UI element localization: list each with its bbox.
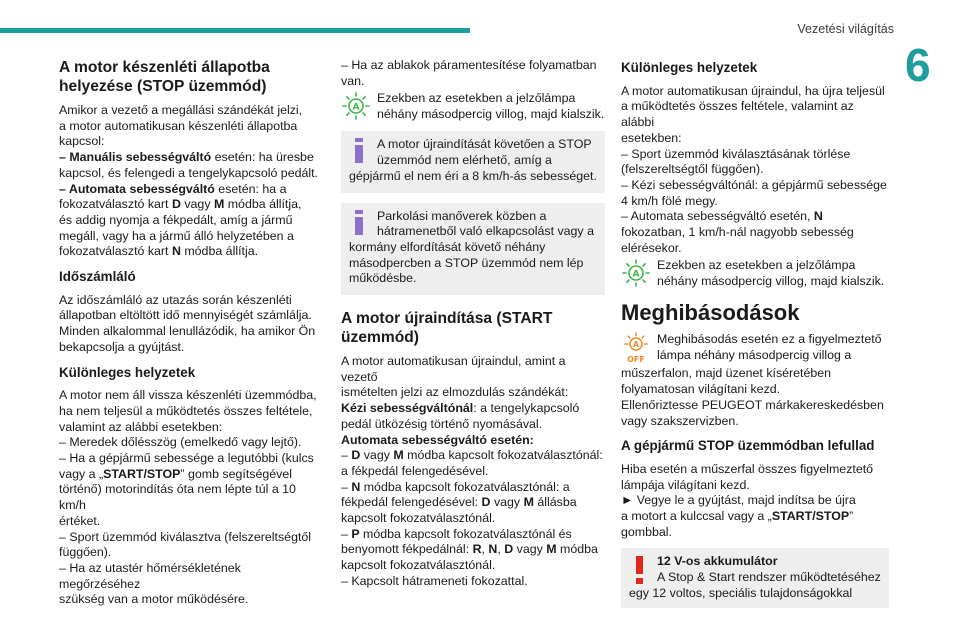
text-line: – Ha az ablakok páramentesítése folyamatban xyxy=(341,58,597,72)
text-line: Parkolási manőverek közben a xyxy=(377,208,547,223)
heading-line: üzemmód) xyxy=(341,329,419,347)
heading-stop-mode xyxy=(59,58,325,96)
text-line: valamint az alábbi esetekben: xyxy=(59,419,223,434)
text-line: lámpája világítani kezd. xyxy=(621,477,750,492)
text-line: – Ha a gépjármű sebessége a legutóbbi (kulcs xyxy=(59,451,314,466)
paragraph-start-mode xyxy=(341,354,605,590)
text-line xyxy=(621,209,889,225)
text-line xyxy=(59,197,325,213)
text-run: , xyxy=(497,542,505,557)
exclamation-icon xyxy=(633,556,647,584)
text-run: : a tengelykapcsoló xyxy=(473,401,580,416)
gear-letter: M xyxy=(393,448,404,463)
lamp-note xyxy=(621,258,889,290)
text-line: Ezekben az esetekben a jelzőlámpa xyxy=(377,91,576,106)
text-run: módba xyxy=(556,542,598,557)
gear-letter: D xyxy=(171,197,181,212)
text-line: másodpercben a STOP üzemmód nem lép xyxy=(349,255,584,270)
text-line: megáll, vagy ha a jármű álló helyzetében a xyxy=(59,228,294,243)
info-icon xyxy=(353,210,367,236)
text-run: vagy xyxy=(360,448,394,463)
text-line: néhány másodpercig villog, majd kialszik. xyxy=(377,107,605,122)
text-line: Hiba esetén a műszerfal összes figyelmeztető xyxy=(621,461,874,476)
text-run: , xyxy=(481,542,489,557)
column-middle xyxy=(341,58,605,596)
text-run: állásba xyxy=(533,495,577,510)
text-line: A motor automatikusan újraindul, ha újra teljesül xyxy=(621,83,885,98)
text-line: 4 km/h fölé megy. xyxy=(621,193,718,208)
gear-letter: N xyxy=(813,209,823,224)
gear-letter: M xyxy=(213,197,225,212)
heading-special-cases-restart: Különleges helyzetek xyxy=(621,60,758,75)
text-run: módba állítja. xyxy=(180,244,259,259)
heading-special-cases: Különleges helyzetek xyxy=(59,364,196,380)
text-line: üzemmód nem elérhető, amíg a xyxy=(377,153,552,168)
column-right xyxy=(621,58,889,618)
chapter-number: 6 xyxy=(905,39,931,91)
text-line: Meghibásodás esetén ez a figyelmeztető xyxy=(657,332,882,347)
text-line: esetekben: xyxy=(621,130,682,145)
gear-letter: D xyxy=(351,448,361,463)
text-run: benyomott fékpedálnál: xyxy=(341,542,473,557)
paragraph-faults xyxy=(621,366,889,429)
text-run: vagy xyxy=(490,495,524,510)
text-line xyxy=(341,542,605,558)
text-run: – xyxy=(341,526,352,541)
text-line xyxy=(59,467,325,483)
gear-letter: N xyxy=(351,479,361,494)
warning-note-battery xyxy=(621,548,889,607)
gear-letter: N xyxy=(488,542,498,557)
heading-line: helyezése (STOP üzemmód) xyxy=(59,78,267,95)
heading-faults: Meghibásodások xyxy=(621,300,800,326)
text-line: A Stop & Start rendszer működtetéséhez xyxy=(657,570,881,585)
text-run: módba kapcsolt fokozatválasztónál és xyxy=(359,526,572,541)
text-line: – Sport üzemmód kiválasztásának törlése xyxy=(621,146,851,161)
text-run: módba kapcsolt fokozatválasztónál: xyxy=(403,448,603,463)
text-line: Minden alkalommal lenullázódik, ha amikor Ön xyxy=(59,324,316,339)
info-note-parking xyxy=(341,203,605,296)
icon-label: OFF xyxy=(627,355,645,365)
lamp-note xyxy=(341,91,605,123)
svg-text:A: A xyxy=(352,102,360,113)
text-line: a működtetés összes feltétele, valamint az alábbi xyxy=(621,99,854,130)
text-line: a fékpedál felengedésével. xyxy=(341,463,489,478)
heading-start-mode xyxy=(341,309,605,347)
info-icon xyxy=(353,138,367,164)
text-run: ” xyxy=(849,509,854,524)
fault-note xyxy=(621,332,889,366)
text-run: – xyxy=(341,479,352,494)
text-run: vagy xyxy=(180,197,214,212)
text-line: (felszereltségtől függően). xyxy=(621,162,764,177)
text-run: fékpedál felengedésével: xyxy=(341,495,482,510)
text-line: és addig nyomja a fékpedált, amíg a jármű xyxy=(59,212,293,227)
text-line xyxy=(59,182,325,198)
bold-term: Kézi sebességváltónál xyxy=(341,401,474,416)
text-run: vagy a „ xyxy=(59,466,104,481)
text-run: esetén: ha a xyxy=(214,181,287,196)
gear-letter: D xyxy=(504,542,514,557)
text-line: kapcsolt fokozatválasztónál. xyxy=(341,558,496,573)
section-title: Vezetési világítás xyxy=(797,22,894,36)
heading-line: A motor készenléti állapotba xyxy=(59,59,270,76)
text-line: folyamatosan világítani kezd. xyxy=(621,382,781,397)
text-run: a motort a kulccsal vagy a „ xyxy=(621,509,772,524)
text-run: esetén: ha üresbe xyxy=(211,150,314,165)
text-line: történő) motorindítás óta nem lépte túl a 10 km/h xyxy=(59,482,296,513)
text-line: működésbe. xyxy=(349,271,417,286)
svg-text:A: A xyxy=(632,269,640,280)
text-line xyxy=(341,448,605,464)
button-name: START/STOP xyxy=(771,509,850,524)
text-line xyxy=(59,244,325,260)
text-line: Ezekben az esetekben a jelzőlámpa xyxy=(657,258,856,273)
gear-letter: N xyxy=(171,244,181,259)
gear-letter: R xyxy=(472,542,482,557)
text-line: a motor automatikusan készenléti állapotba xyxy=(59,118,298,133)
paragraph-stop-intro xyxy=(59,103,325,260)
text-line: A motor automatikusan újraindul, amint a vezető xyxy=(341,354,566,384)
info-note-restart xyxy=(341,131,605,192)
paragraph-timer xyxy=(59,293,325,356)
text-line: pedál ütközésig történő nyomásával. xyxy=(341,416,543,431)
text-line: A motor újraindítását követően a STOP xyxy=(377,137,592,152)
gear-letter: P xyxy=(351,526,360,541)
text-line: ► Vegye le a gyújtást, majd indítsa be újra xyxy=(621,493,856,508)
text-line: kapcsolt fokozatválasztónál. xyxy=(341,511,496,526)
text-line: bekapcsolja a gyújtást. xyxy=(59,339,185,354)
text-line: értéket. xyxy=(59,513,101,528)
text-line: kapcsol, és felengedi a tengelykapcsoló pedált. xyxy=(59,165,318,180)
text-line: – Sport üzemmód kiválasztva (felszereltségtől xyxy=(59,529,312,544)
text-line: műszerfalon, majd üzenet kíséretében xyxy=(621,366,832,381)
stop-start-lamp-icon xyxy=(341,91,371,121)
text-line: szükség van a motor működésére. xyxy=(59,592,249,607)
text-line xyxy=(341,495,605,511)
stop-start-off-warning-icon xyxy=(621,332,651,364)
gear-letter: D xyxy=(481,495,491,510)
text-line: van. xyxy=(341,73,365,88)
text-line: függően). xyxy=(59,545,112,560)
text-run: fokozatválasztó kart xyxy=(59,197,172,212)
text-line: Ellenőriztesse PEUGEOT márkakereskedésben xyxy=(621,397,884,412)
text-line: egy 12 voltos, speciális tulajdonságokkal xyxy=(629,585,853,600)
warning-title: 12 V-os akkumulátor xyxy=(657,554,778,569)
heading-timer: Időszámláló xyxy=(59,269,136,285)
text-line: – Kapcsolt hátrameneti fokozattal. xyxy=(341,573,528,588)
paragraph-defog xyxy=(341,58,605,89)
text-run: fokozatválasztó kart xyxy=(59,244,172,259)
text-line: állapotban eltöltött idő mennyiségét számlálja. xyxy=(59,308,312,323)
text-line: Az időszámláló az utazás során készenléti xyxy=(59,292,292,307)
gear-letter: M xyxy=(523,495,534,510)
paragraph-restart-cases xyxy=(621,84,889,257)
text-line: – Meredek dőlésszög (emelkedő vagy lejtő). xyxy=(59,435,302,450)
text-line: vagy szakszervizben. xyxy=(621,413,739,428)
text-line: lámpa néhány másodpercig villog a xyxy=(657,348,852,363)
text-line xyxy=(59,150,325,166)
text-line: néhány másodpercig villog, majd kialszik. xyxy=(657,274,885,289)
text-line: – Ha az utastér hőmérsékletének megőrzéséhez xyxy=(59,560,241,591)
text-run: vagy xyxy=(513,542,547,557)
text-line xyxy=(341,527,605,543)
text-line: – Kézi sebességváltónál: a gépjármű sebessége xyxy=(621,177,887,192)
text-line: gombbal. xyxy=(621,524,672,539)
header-accent-bar xyxy=(0,28,470,33)
paragraph-stall xyxy=(621,462,889,541)
column-left xyxy=(59,58,325,614)
text-line: kapcsol: xyxy=(59,134,105,149)
button-name: START/STOP xyxy=(103,466,181,481)
bold-term: – Manuális sebességváltó xyxy=(59,150,212,165)
text-run: ” gomb segítségével xyxy=(180,466,292,481)
text-run: – xyxy=(341,448,352,463)
text-line: Automata sebességváltó esetén: xyxy=(341,432,534,447)
text-run: – Automata sebességváltó esetén, xyxy=(621,209,814,224)
text-run: módba állítja, xyxy=(224,197,302,212)
text-line: elérésekor. xyxy=(621,240,682,255)
text-line xyxy=(341,480,605,496)
text-line: hátramenetből való elkapcsolást vagy a xyxy=(377,224,594,239)
stop-start-lamp-icon xyxy=(621,258,651,288)
heading-line: A motor újraindítása (START xyxy=(341,310,553,328)
paragraph-special-cases xyxy=(59,388,325,608)
text-line: fokozatban, 1 km/h-nál nagyobb sebesség xyxy=(621,225,854,240)
text-run: módba kapcsolt fokozatválasztónál: a xyxy=(360,479,570,494)
text-line: ismételten jelzi az elmozdulás szándékát: xyxy=(341,385,569,400)
text-line: A motor nem áll vissza készenléti üzemmódba, xyxy=(59,388,317,403)
text-line: kormány elfordítását követő néhány xyxy=(349,239,546,254)
gear-letter: M xyxy=(546,542,557,557)
heading-stall: A gépjármű STOP üzemmódban lefullad xyxy=(621,438,875,454)
svg-text:A: A xyxy=(632,340,640,350)
text-line xyxy=(341,401,605,417)
text-line xyxy=(621,509,889,525)
text-line: Amikor a vezető a megállási szándékát jelzi, xyxy=(59,103,303,117)
bold-term: – Automata sebességváltó xyxy=(59,181,215,196)
text-line: ha nem teljesül a működtetés összes feltétele, xyxy=(59,403,313,418)
text-line: gépjármű el nem éri a 8 km/h-ás sebességet. xyxy=(349,168,597,183)
